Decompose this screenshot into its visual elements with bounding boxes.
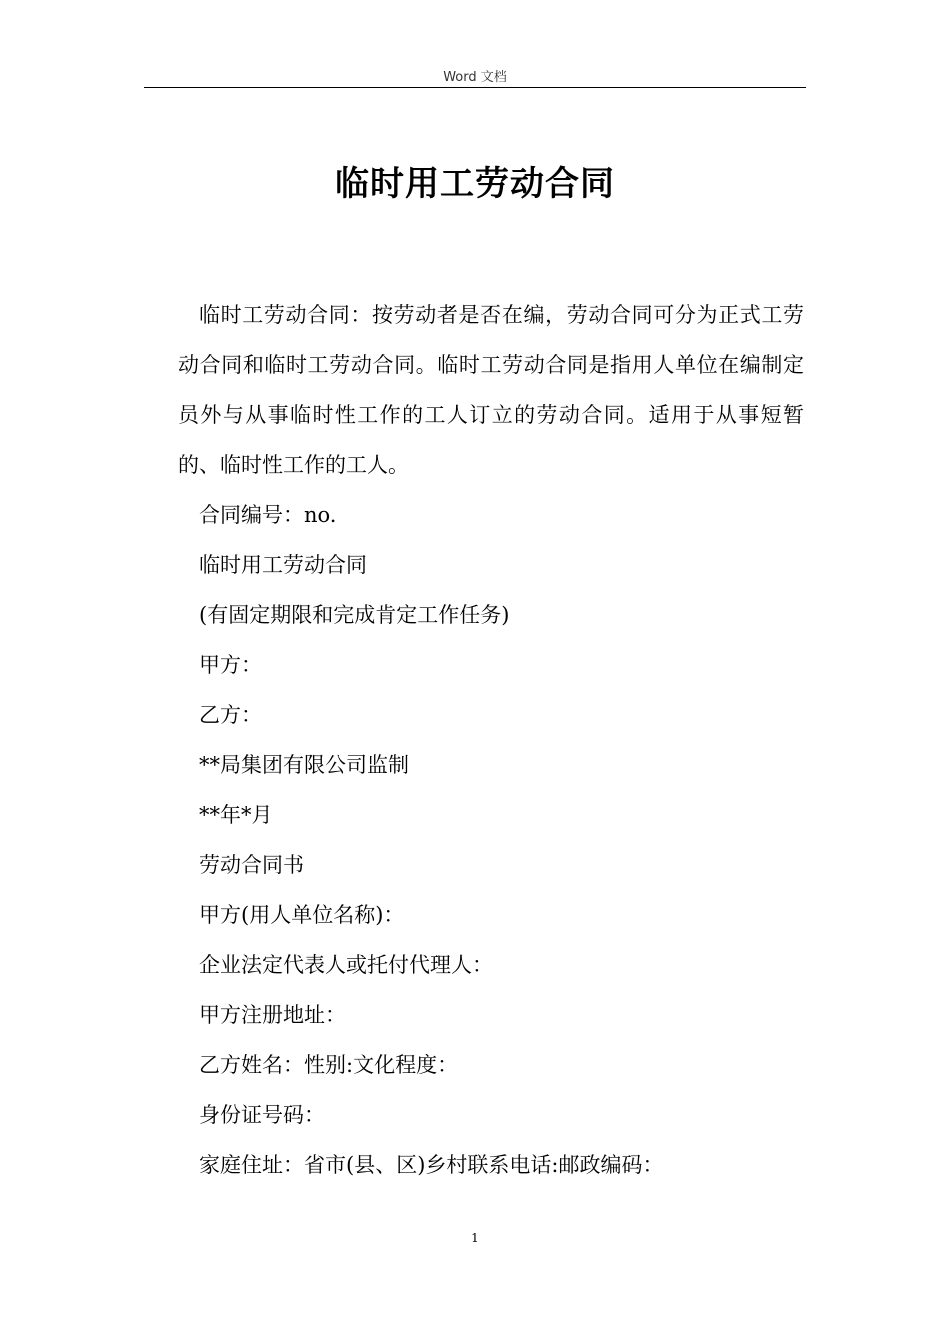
contract-number-line: 合同编号：no. [199,503,337,527]
employee-info-line: 乙方姓名：性别:文化程度： [199,1053,459,1077]
employer-name-line: 甲方(用人单位名称)： [199,903,405,927]
supervisor-line: **局集团有限公司监制 [199,753,409,777]
id-number-line: 身份证号码： [199,1103,325,1127]
home-address-line: 家庭住址：省市(县、区)乡村联系电话:邮政编码： [199,1153,664,1177]
page-header: Word 文档 [443,70,507,85]
contract-subtitle-line: 临时用工劳动合同 [199,553,367,577]
page-number: 1 [471,1231,479,1245]
document-body [178,290,804,1190]
date-line: **年*月 [199,803,273,827]
legal-representative-line: 企业法定代表人或托付代理人： [199,953,493,977]
contract-term-note: (有固定期限和完成肯定工作任务) [199,603,510,627]
employer-address-line: 甲方注册地址： [199,1003,346,1027]
header-divider [144,87,806,88]
document-title: 临时用工劳动合同 [335,164,615,204]
intro-paragraph: 临时工劳动合同：按劳动者是否在编，劳动合同可分为正式工劳动合同和临时工劳动合同。临时工劳动合同是指用人单位在编制定员外与从事临时性工作的工人订立的劳动合同。适用于从事短暂的、临时性工作的工人。 [178,303,804,477]
party-a-line: 甲方： [199,653,262,677]
party-b-line: 乙方： [199,703,262,727]
contract-book-line: 劳动合同书 [199,853,304,877]
